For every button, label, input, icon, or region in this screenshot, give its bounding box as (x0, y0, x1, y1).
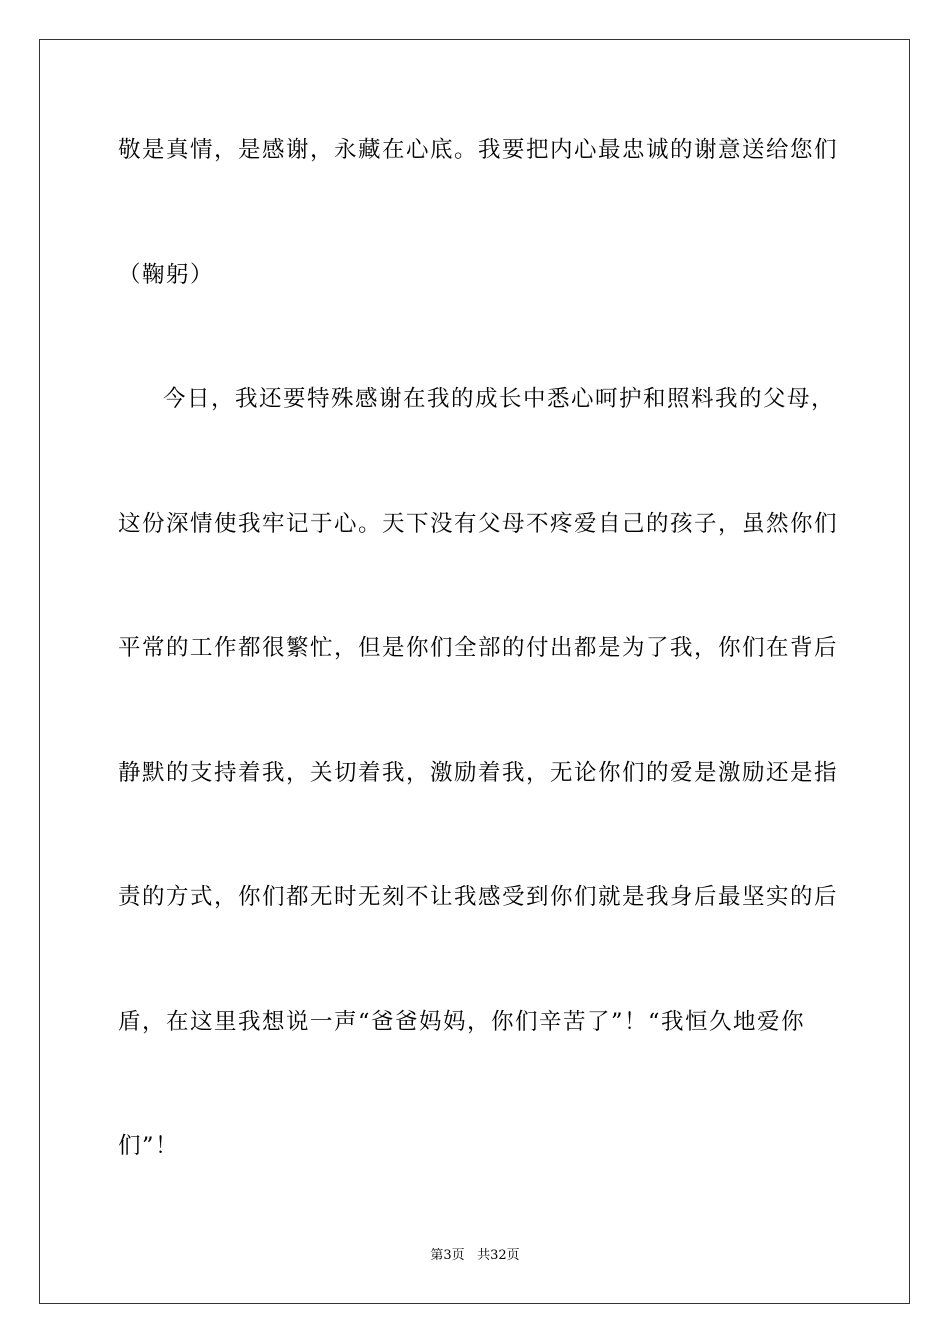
text-line: 盾，在这里我想说一声“爸爸妈妈，你们辛苦了”！“我恒久地爱你 (118, 1009, 806, 1035)
text-line: 敬是真情，是感谢，永藏在心底。我要把内心最忠诚的谢意送给您们 (118, 137, 839, 163)
page-number: 第3页 (430, 1248, 465, 1263)
text-line: 平常的工作都很繁忙，但是你们全部的付出都是为了我，你们在背后 (118, 635, 839, 661)
text-line: 责的方式，你们都无时无刻不让我感受到你们就是我身后最坚实的后 (118, 884, 839, 910)
text-line: （鞠躬） (118, 262, 215, 288)
page-frame (39, 39, 910, 1304)
text-line: 们”！ (118, 1133, 180, 1159)
paragraph-first-line: 今日，我还要特殊感谢在我的成长中悉心呵护和照料我的父母， (163, 386, 836, 412)
page-total: 共32页 (477, 1248, 520, 1263)
page-footer (0, 1247, 950, 1265)
text-line: 这份深情使我牢记于心。天下没有父母不疼爱自己的孩子，虽然你们 (118, 511, 839, 537)
text-line: 静默的支持着我，关切着我，激励着我，无论你们的爱是激励还是指 (118, 760, 839, 786)
